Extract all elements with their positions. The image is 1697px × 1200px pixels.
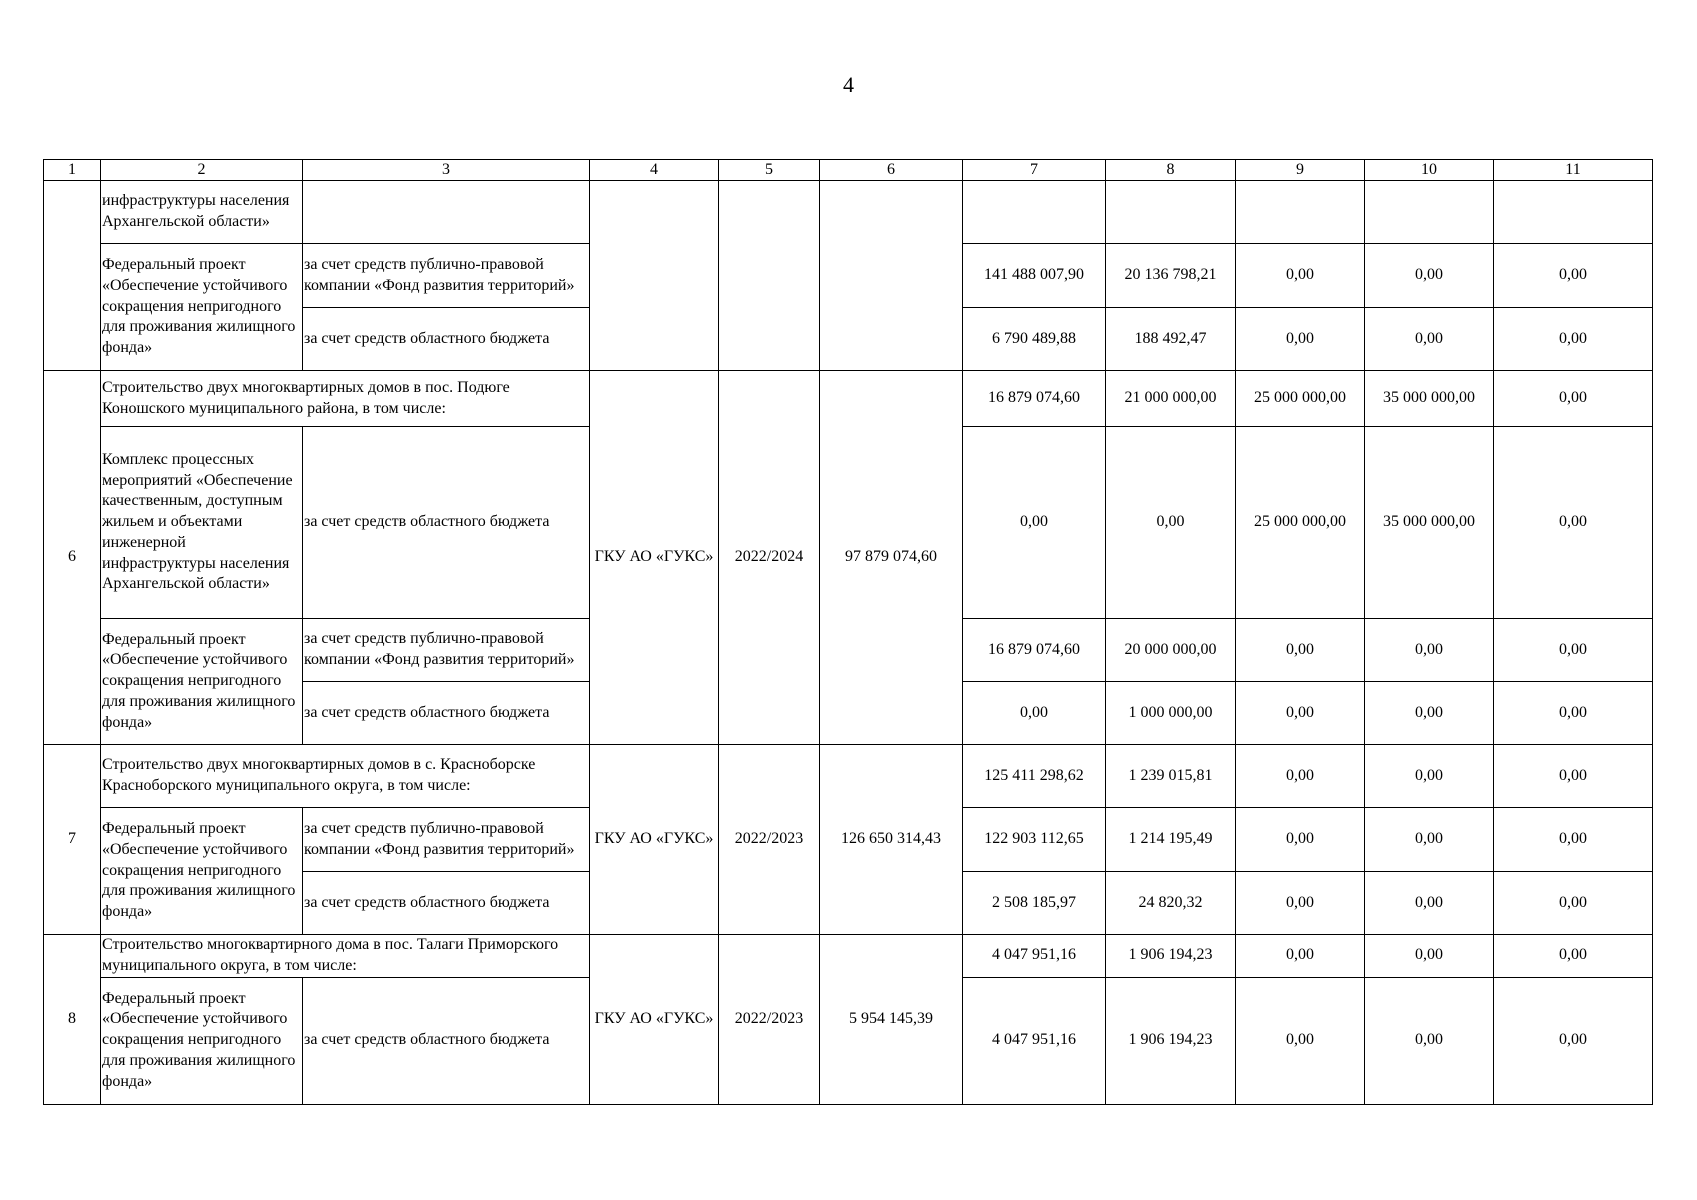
value-cell: 0,00 (1236, 244, 1365, 308)
value-cell: 0,00 (1365, 682, 1494, 745)
col-header: 6 (820, 160, 963, 181)
col-header: 7 (963, 160, 1106, 181)
organization: ГКУ АО «ГУКС» (590, 745, 719, 935)
value-cell: 0,00 (1494, 872, 1653, 935)
value-cell: 0,00 (1494, 935, 1653, 978)
value-cell: 0,00 (1236, 977, 1365, 1104)
funding-source: за счет средств публично-правовой компании «Фонд развития территорий» (303, 244, 590, 308)
value-cell: 0,00 (1365, 935, 1494, 978)
period (719, 181, 820, 371)
value-cell: 1 239 015,81 (1106, 745, 1236, 808)
period: 2022/2023 (719, 935, 820, 1105)
value-cell: 20 136 798,21 (1106, 244, 1236, 308)
value-cell: 0,00 (1494, 308, 1653, 371)
value-cell: 25 000 000,00 (1236, 427, 1365, 619)
federal-project-name: Федеральный проект «Обеспечение устойчивого сокращения непригодного для проживания жилищного фонда» (101, 808, 303, 935)
value-cell: 122 903 112,65 (963, 808, 1106, 872)
organization (590, 181, 719, 371)
value-cell: 4 047 951,16 (963, 977, 1106, 1104)
source-cell (303, 181, 590, 244)
value-cell: 1 906 194,23 (1106, 935, 1236, 978)
value-cell: 0,00 (1236, 682, 1365, 745)
value-cell (1106, 181, 1236, 244)
value-cell: 0,00 (1494, 808, 1653, 872)
funding-source: за счет средств областного бюджета (303, 977, 590, 1104)
value-cell: 0,00 (963, 682, 1106, 745)
value-cell: 16 879 074,60 (963, 371, 1106, 427)
total-cost (820, 181, 963, 371)
col-header: 3 (303, 160, 590, 181)
value-cell (963, 181, 1106, 244)
value-cell: 141 488 007,90 (963, 244, 1106, 308)
column-header-row (44, 160, 1653, 181)
value-cell: 0,00 (1494, 682, 1653, 745)
value-cell: 0,00 (1236, 872, 1365, 935)
complex-name: Комплекс процессных мероприятий «Обеспечение качественным, доступным жильем и объектами инженерной инфраструктуры населения Архангельской области» (101, 427, 303, 619)
total-cost: 5 954 145,39 (820, 935, 963, 1105)
value-cell: 1 000 000,00 (1106, 682, 1236, 745)
total-cost: 97 879 074,60 (820, 371, 963, 745)
page-number: 4 (843, 72, 854, 97)
value-cell: 0,00 (1365, 308, 1494, 371)
value-cell (1236, 181, 1365, 244)
section-title: Строительство многоквартирного дома в пос. Талаги Приморского муниципального округа, в том числе: (101, 935, 590, 978)
funding-source: за счет средств публично-правовой компании «Фонд развития территорий» (303, 619, 590, 682)
value-cell: 20 000 000,00 (1106, 619, 1236, 682)
value-cell: 35 000 000,00 (1365, 371, 1494, 427)
value-cell: 35 000 000,00 (1365, 427, 1494, 619)
value-cell: 4 047 951,16 (963, 935, 1106, 978)
col-header: 10 (1365, 160, 1494, 181)
federal-project-name: Федеральный проект «Обеспечение устойчивого сокращения непригодного для проживания жилищного фонда» (101, 619, 303, 745)
total-cost: 126 650 314,43 (820, 745, 963, 935)
value-cell: 24 820,32 (1106, 872, 1236, 935)
col-header: 5 (719, 160, 820, 181)
value-cell: 0,00 (1494, 619, 1653, 682)
value-cell: 2 508 185,97 (963, 872, 1106, 935)
funding-source: за счет средств областного бюджета (303, 427, 590, 619)
section-title: Строительство двух многоквартирных домов в пос. Подюге Коношского муниципального района, в том числе: (101, 371, 590, 427)
value-cell: 188 492,47 (1106, 308, 1236, 371)
col-header: 11 (1494, 160, 1653, 181)
value-cell: 0,00 (1236, 308, 1365, 371)
table-row (44, 935, 1653, 978)
funding-source: за счет средств областного бюджета (303, 682, 590, 745)
col-header: 8 (1106, 160, 1236, 181)
funding-source: за счет средств областного бюджета (303, 308, 590, 371)
value-cell: 1 906 194,23 (1106, 977, 1236, 1104)
value-cell: 0,00 (1494, 427, 1653, 619)
value-cell: 0,00 (1365, 808, 1494, 872)
row-index (44, 181, 101, 371)
value-cell: 0,00 (1494, 745, 1653, 808)
value-cell: 125 411 298,62 (963, 745, 1106, 808)
value-cell: 0,00 (1236, 745, 1365, 808)
value-cell: 1 214 195,49 (1106, 808, 1236, 872)
value-cell: 0,00 (1494, 977, 1653, 1104)
row-index: 8 (44, 935, 101, 1105)
value-cell: 0,00 (1365, 872, 1494, 935)
value-cell: 21 000 000,00 (1106, 371, 1236, 427)
value-cell: 0,00 (1106, 427, 1236, 619)
value-cell: 0,00 (1236, 935, 1365, 978)
value-cell: 0,00 (1365, 244, 1494, 308)
federal-project-name: Федеральный проект «Обеспечение устойчивого сокращения непригодного для проживания жилищного фонда» (101, 244, 303, 371)
col-header: 4 (590, 160, 719, 181)
table-row (44, 181, 1653, 244)
budget-table (43, 159, 1653, 1105)
value-cell: 16 879 074,60 (963, 619, 1106, 682)
value-cell (1365, 181, 1494, 244)
complex-name: инфраструктуры населения Архангельской области» (101, 181, 303, 244)
value-cell: 25 000 000,00 (1236, 371, 1365, 427)
funding-source: за счет средств публично-правовой компании «Фонд развития территорий» (303, 808, 590, 872)
table-row (44, 371, 1653, 427)
col-header: 1 (44, 160, 101, 181)
federal-project-name: Федеральный проект «Обеспечение устойчивого сокращения непригодного для проживания жилищного фонда» (101, 977, 303, 1104)
table-row (44, 745, 1653, 808)
value-cell: 0,00 (1365, 745, 1494, 808)
row-index: 6 (44, 371, 101, 745)
funding-source: за счет средств областного бюджета (303, 872, 590, 935)
value-cell: 0,00 (1365, 619, 1494, 682)
value-cell: 0,00 (1494, 371, 1653, 427)
col-header: 2 (101, 160, 303, 181)
value-cell: 0,00 (1494, 244, 1653, 308)
value-cell (1494, 181, 1653, 244)
section-title: Строительство двух многоквартирных домов в с. Красноборске Красноборского муниципального округа, в том числе: (101, 745, 590, 808)
period: 2022/2023 (719, 745, 820, 935)
value-cell: 0,00 (1236, 808, 1365, 872)
value-cell: 0,00 (963, 427, 1106, 619)
row-index: 7 (44, 745, 101, 935)
organization: ГКУ АО «ГУКС» (590, 371, 719, 745)
value-cell: 0,00 (1236, 619, 1365, 682)
organization: ГКУ АО «ГУКС» (590, 935, 719, 1105)
value-cell: 6 790 489,88 (963, 308, 1106, 371)
value-cell: 0,00 (1365, 977, 1494, 1104)
period: 2022/2024 (719, 371, 820, 745)
col-header: 9 (1236, 160, 1365, 181)
